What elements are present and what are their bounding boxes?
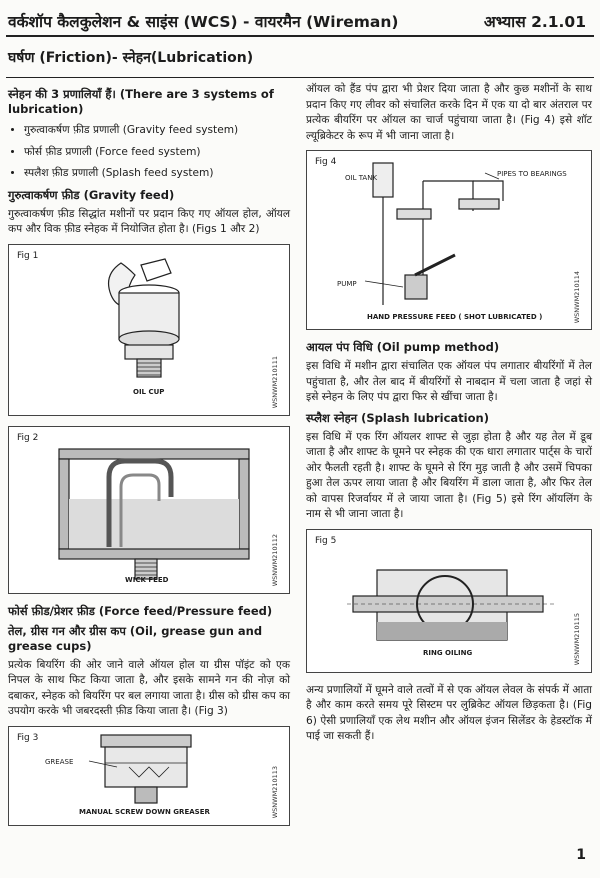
grease-text: प्रत्येक बियरिंग की ओर जाने वाले ऑयल होल या ग्रीस पॉइंट को एक निपल के साथ फिट किया जाता है, और इसके सामने गन की नोज़ को दबाकर, स्नेहक को बियरिंग पर बल लगाया जाता है। ग्रीस को ग्रीस कप का उपयोग करके भी जबरदस्ती फ़ीड किया जाता है। (Fig 3) — [8, 658, 290, 717]
list-item: • फोर्स फ़ीड प्रणाली (Force feed system) — [24, 145, 290, 161]
fig2-caption: WICK FEED — [125, 576, 169, 584]
header-rule — [6, 35, 594, 37]
fig2-wick-feed — [8, 426, 290, 594]
splash-heading: स्प्लैश स्नेहन (Splash lubrication) — [306, 410, 489, 425]
exercise-number: अभ्यास 2.1.01 — [483, 13, 586, 31]
wick-feed-drawing — [9, 427, 291, 593]
left-column — [8, 82, 290, 836]
list-item: • गुरुत्वाकर्षण फ़ीड प्रणाली (Gravity feed system) — [24, 123, 290, 139]
fig3-caption: MANUAL SCREW DOWN GREASER — [79, 808, 210, 816]
pump-heading: आयल पंप विधि (Oil pump method) — [306, 340, 500, 354]
fig5-code: WSNWM210115 — [572, 613, 581, 666]
grease-label: GREASE — [45, 757, 74, 766]
header-title: वर्कशॉप कैलकुलेशन & साइंस (WCS) - वायरमैन (Wireman) — [8, 13, 399, 31]
section-subheading: घर्षण (Friction)- स्नेहन(Lubrication) — [8, 50, 254, 66]
pipes-label: PIPES TO BEARINGS — [497, 170, 567, 178]
fig1-code: WSNWM210111 — [270, 356, 279, 409]
fig4-label: Fig 4 — [315, 157, 337, 167]
fig2-code: WSNWM210112 — [270, 534, 279, 587]
fig3-code: WSNWM210113 — [270, 766, 279, 819]
fig4-code: WSNWM210114 — [572, 270, 581, 323]
fig5-caption: RING OILING — [423, 649, 473, 657]
force-heading: फोर्स फ़ीड/प्रेशर फ़ीड (Force feed/Pressure feed) — [8, 603, 273, 618]
right-column — [306, 82, 592, 750]
fig3-label: Fig 3 — [17, 732, 39, 743]
fig1-caption: OIL CUP — [133, 388, 165, 396]
fig5-label: Fig 5 — [315, 535, 337, 546]
pump-text: इस विधि में मशीन द्वारा संचालित एक ऑयल पंप लगातार बीयरिंगों में तेल पहुंचाता है, और तेल बाद में बीयरिंगों से नाबदान में चला जाता है जहां से इसे स्नेहन के लिए पंप द्वारा फिर से खींचा जाता है। — [306, 360, 592, 403]
gravity-text: गुरुत्वाकर्षण फ़ीड सिद्धांत मशीनों पर प्रदान किए गए ऑयल होल, ऑयल कप और विक फ़ीड स्नेहक में नियोजित होता है। (Figs 1 और 2) — [8, 207, 290, 235]
oil-tank-label: OIL TANK — [345, 174, 378, 182]
fig4-hand-pressure — [306, 150, 592, 330]
fig5-ring-oiling — [306, 529, 592, 673]
fig1-label: Fig 1 — [17, 250, 39, 261]
fig3-greaser — [8, 726, 290, 826]
systems-list — [8, 123, 290, 182]
fig4-caption: HAND PRESSURE FEED ( SHOT LUBRICATED ) — [367, 312, 543, 321]
gravity-heading: गुरुत्वाकर्षण फ़ीड (Gravity feed) — [8, 187, 175, 202]
systems-heading: स्नेहन की 3 प्रणालियाँ हैं। (There are 3 systems of lubrication) — [8, 87, 274, 116]
final-text: अन्य प्रणालियों में घूमने वाले तत्वों में से एक ऑयल लेवल के संपर्क में आता है और काम करते समय पूरे सिस्टम पर लुब्रिकेट ऑयल छिड़कता है। (Fig 6) ऐसी प्रणालियाँ एक लेथ मशीन और ऑयल इंजन सिलेंडर के हेडस्टॉक में पाई जा सकती हैं। — [306, 683, 592, 742]
grease-heading: तेल, ग्रीस गन और ग्रीस कप (Oil, grease gun and grease cups) — [8, 623, 263, 653]
splash-text: इस विधि में एक रिंग ऑयलर शाफ्ट से जुड़ा होता है और यह तेल में डूब जाता है और शाफ्ट के घूमने पर स्नेहक की एक धारा लगातार पार्ट्स के चारों ओर फैलती रहती है। शाफ्ट के घूमने से रिंग मुड़ जाती है और उसमें चिपका हुआ तेल ऊपर लाया जाता है और बियरिंग में डाला जाता है, और फिर तेल को वापस रिजर्वायर में ले जाया जाता है। (Fig 5) इसे रिंग ऑयलिंग के नाम से भी जाना जाता है। — [306, 430, 592, 520]
subheading-rule — [6, 77, 594, 78]
page-header — [8, 8, 592, 34]
fig1-oil-cup — [8, 244, 290, 416]
pump-label: PUMP — [337, 280, 357, 288]
intro-text: ऑयल को हैंड पंप द्वारा भी प्रेशर दिया जाता है और कुछ मशीनों के साथ प्रदान किए गए लीवर को संचालित करके दिन में एक या दो बार अंतराल पर प्रत्येक बीयरिंग पर ऑयल का चार्ज पहुंचाया जाता है। (Fig 4) इसे शॉट ल्यूब्रिकेटर के रूप में भी जाना जाता है। — [306, 83, 592, 142]
list-item: • स्पलैश फ़ीड प्रणाली (Splash feed system) — [24, 166, 290, 182]
page-number: 1 — [576, 847, 586, 863]
fig2-label: Fig 2 — [17, 432, 39, 443]
